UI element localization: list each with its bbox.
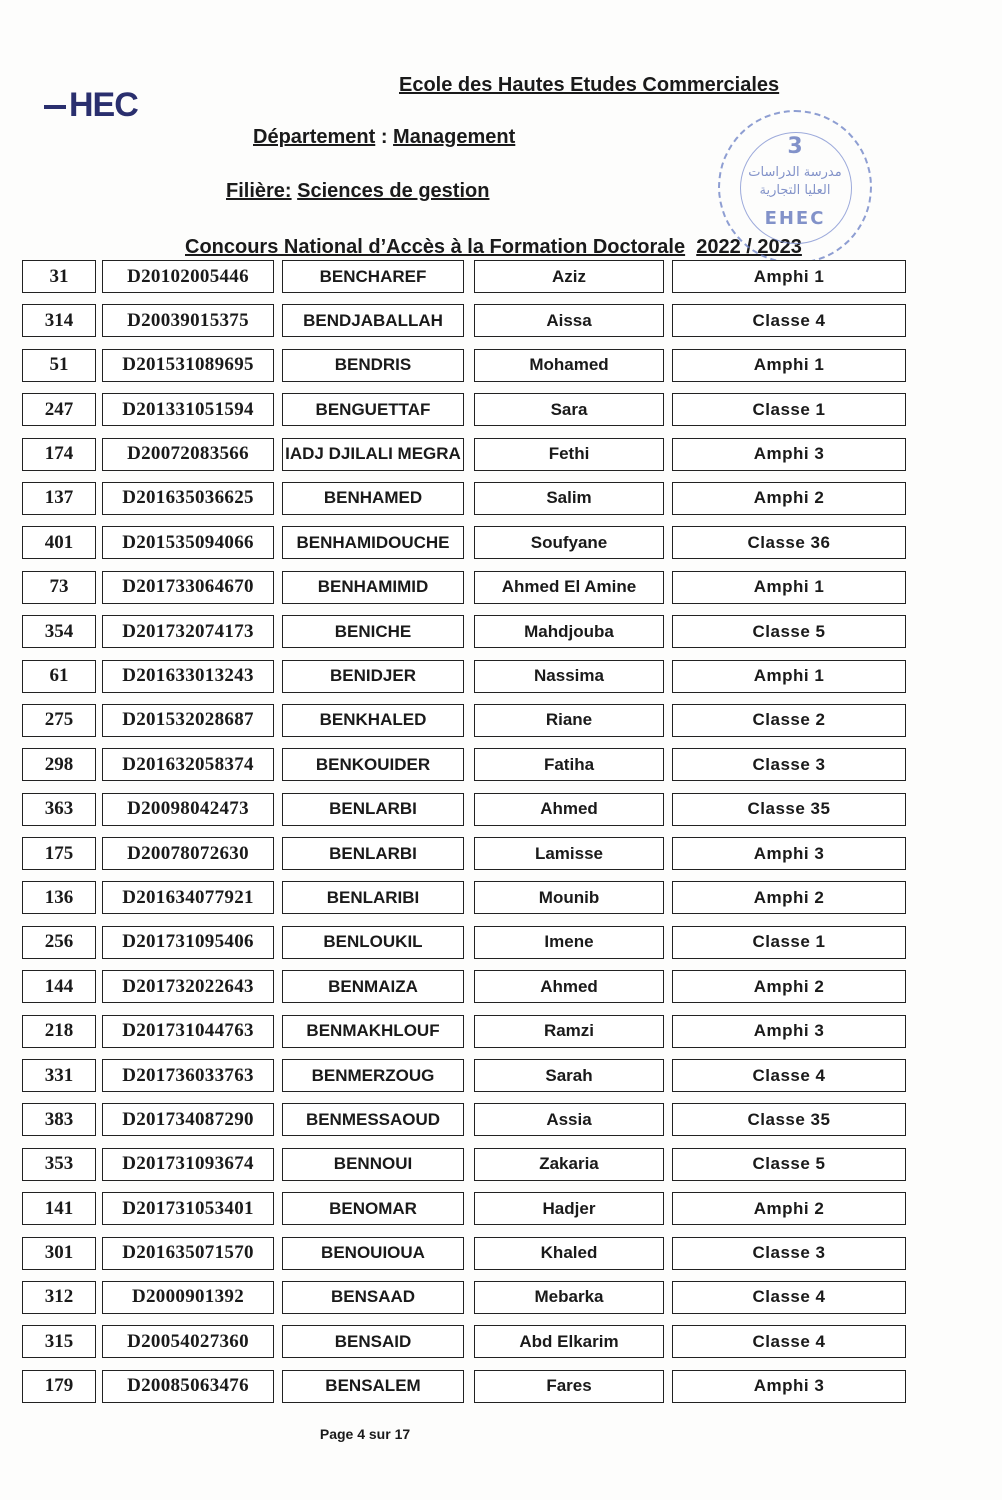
last-name: BENLARIBI bbox=[282, 881, 464, 914]
last-name: BENMAIZA bbox=[282, 970, 464, 1003]
last-name: BENHAMED bbox=[282, 482, 464, 515]
first-name: Ahmed bbox=[474, 793, 664, 826]
candidate-id: D201634077921 bbox=[102, 881, 274, 914]
room: Amphi 3 bbox=[672, 1370, 906, 1403]
row-number: 383 bbox=[22, 1103, 96, 1136]
candidate-id: D201535094066 bbox=[102, 526, 274, 559]
room: Amphi 2 bbox=[672, 1192, 906, 1225]
first-name: Hadjer bbox=[474, 1192, 664, 1225]
last-name: BENLARBI bbox=[282, 837, 464, 870]
candidate-id: D20054027360 bbox=[102, 1325, 274, 1358]
row-number: 354 bbox=[22, 615, 96, 648]
row-number: 331 bbox=[22, 1059, 96, 1092]
last-name: BENOUIOUA bbox=[282, 1237, 464, 1270]
first-name: Mohamed bbox=[474, 349, 664, 382]
last-name: IADJ DJILALI MEGRA bbox=[282, 438, 464, 471]
first-name: Sarah bbox=[474, 1059, 664, 1092]
table-row bbox=[10, 569, 920, 613]
last-name: BENLARBI bbox=[282, 793, 464, 826]
last-name: BENSALEM bbox=[282, 1370, 464, 1403]
last-name: BENOMAR bbox=[282, 1192, 464, 1225]
table-row bbox=[10, 658, 920, 702]
room: Classe 2 bbox=[672, 704, 906, 737]
last-name: BENMERZOUG bbox=[282, 1059, 464, 1092]
room: Amphi 2 bbox=[672, 482, 906, 515]
table-row bbox=[10, 347, 920, 391]
candidate-id: D201633013243 bbox=[102, 660, 274, 693]
candidate-id: D20078072630 bbox=[102, 837, 274, 870]
row-number: 175 bbox=[22, 837, 96, 870]
candidate-id: D2000901392 bbox=[102, 1281, 274, 1314]
last-name: BENICHE bbox=[282, 615, 464, 648]
first-name: Ramzi bbox=[474, 1015, 664, 1048]
last-name: BENDRIS bbox=[282, 349, 464, 382]
candidate-id: D201734087290 bbox=[102, 1103, 274, 1136]
table-row bbox=[10, 1368, 920, 1412]
candidate-id: D201531089695 bbox=[102, 349, 274, 382]
first-name: Fares bbox=[474, 1370, 664, 1403]
row-number: 61 bbox=[22, 660, 96, 693]
first-name: Mebarka bbox=[474, 1281, 664, 1314]
first-name: Salim bbox=[474, 482, 664, 515]
first-name: Mahdjouba bbox=[474, 615, 664, 648]
room: Amphi 2 bbox=[672, 970, 906, 1003]
room: Amphi 3 bbox=[672, 1015, 906, 1048]
last-name: BENGUETTAF bbox=[282, 393, 464, 426]
table-row bbox=[10, 924, 920, 968]
room: Classe 4 bbox=[672, 1325, 906, 1358]
last-name: BENHAMIDOUCHE bbox=[282, 526, 464, 559]
table-row bbox=[10, 524, 920, 568]
table-row bbox=[10, 702, 920, 746]
room: Amphi 3 bbox=[672, 438, 906, 471]
hec-logo: HEC bbox=[44, 86, 138, 125]
first-name: Aissa bbox=[474, 304, 664, 337]
table-row bbox=[10, 302, 920, 346]
room: Classe 5 bbox=[672, 1148, 906, 1181]
room: Classe 35 bbox=[672, 793, 906, 826]
candidate-id: D20085063476 bbox=[102, 1370, 274, 1403]
table-row bbox=[10, 258, 920, 302]
first-name: Fatiha bbox=[474, 748, 664, 781]
room: Classe 36 bbox=[672, 526, 906, 559]
room: Classe 3 bbox=[672, 748, 906, 781]
last-name: BENHAMIMID bbox=[282, 571, 464, 604]
candidate-id: D20098042473 bbox=[102, 793, 274, 826]
table-row bbox=[10, 835, 920, 879]
row-number: 247 bbox=[22, 393, 96, 426]
row-number: 174 bbox=[22, 438, 96, 471]
last-name: BENMAKHLOUF bbox=[282, 1015, 464, 1048]
candidate-id: D201532028687 bbox=[102, 704, 274, 737]
first-name: Assia bbox=[474, 1103, 664, 1136]
candidate-id: D201731095406 bbox=[102, 926, 274, 959]
candidate-id: D201635036625 bbox=[102, 482, 274, 515]
first-name: Aziz bbox=[474, 260, 664, 293]
row-number: 179 bbox=[22, 1370, 96, 1403]
table-row bbox=[10, 746, 920, 790]
room: Classe 5 bbox=[672, 615, 906, 648]
filiere-line: Filière: Sciences de gestion bbox=[226, 180, 490, 202]
candidate-id: D20039015375 bbox=[102, 304, 274, 337]
candidate-id: D201632058374 bbox=[102, 748, 274, 781]
row-number: 73 bbox=[22, 571, 96, 604]
room: Amphi 2 bbox=[672, 881, 906, 914]
table-row bbox=[10, 1057, 920, 1101]
table-row bbox=[10, 879, 920, 923]
first-name: Ahmed El Amine bbox=[474, 571, 664, 604]
room: Amphi 3 bbox=[672, 837, 906, 870]
row-number: 144 bbox=[22, 970, 96, 1003]
table-row bbox=[10, 1323, 920, 1367]
room: Classe 35 bbox=[672, 1103, 906, 1136]
room: Classe 3 bbox=[672, 1237, 906, 1270]
room: Amphi 1 bbox=[672, 349, 906, 382]
department-line: Département : Management bbox=[253, 126, 516, 148]
last-name: BENIDJER bbox=[282, 660, 464, 693]
room: Classe 4 bbox=[672, 1281, 906, 1314]
row-number: 315 bbox=[22, 1325, 96, 1358]
table-row bbox=[10, 391, 920, 435]
last-name: BENLOUKIL bbox=[282, 926, 464, 959]
last-name: BENKOUIDER bbox=[282, 748, 464, 781]
row-number: 401 bbox=[22, 526, 96, 559]
last-name: BENCHAREF bbox=[282, 260, 464, 293]
first-name: Mounib bbox=[474, 881, 664, 914]
table-row bbox=[10, 613, 920, 657]
last-name: BENSAID bbox=[282, 1325, 464, 1358]
row-number: 312 bbox=[22, 1281, 96, 1314]
page-footer: Page 4 sur 17 bbox=[319, 1426, 411, 1442]
candidate-id: D20102005446 bbox=[102, 260, 274, 293]
first-name: Abd Elkarim bbox=[474, 1325, 664, 1358]
table-row bbox=[10, 968, 920, 1012]
candidate-id: D201732022643 bbox=[102, 970, 274, 1003]
first-name: Nassima bbox=[474, 660, 664, 693]
room: Amphi 1 bbox=[672, 571, 906, 604]
room: Amphi 1 bbox=[672, 260, 906, 293]
first-name: Fethi bbox=[474, 438, 664, 471]
row-number: 136 bbox=[22, 881, 96, 914]
first-name: Lamisse bbox=[474, 837, 664, 870]
room: Amphi 1 bbox=[672, 660, 906, 693]
table-row bbox=[10, 1013, 920, 1057]
first-name: Zakaria bbox=[474, 1148, 664, 1181]
row-number: 141 bbox=[22, 1192, 96, 1225]
row-number: 353 bbox=[22, 1148, 96, 1181]
row-number: 31 bbox=[22, 260, 96, 293]
table-row bbox=[10, 791, 920, 835]
row-number: 301 bbox=[22, 1237, 96, 1270]
candidate-id: D201331051594 bbox=[102, 393, 274, 426]
candidate-id: D20072083566 bbox=[102, 438, 274, 471]
candidate-id: D201733064670 bbox=[102, 571, 274, 604]
first-name: Ahmed bbox=[474, 970, 664, 1003]
room: Classe 4 bbox=[672, 304, 906, 337]
first-name: Soufyane bbox=[474, 526, 664, 559]
room: Classe 1 bbox=[672, 926, 906, 959]
table-row bbox=[10, 1190, 920, 1234]
first-name: Sara bbox=[474, 393, 664, 426]
candidate-id: D201736033763 bbox=[102, 1059, 274, 1092]
row-number: 256 bbox=[22, 926, 96, 959]
candidate-id: D201731044763 bbox=[102, 1015, 274, 1048]
row-number: 275 bbox=[22, 704, 96, 737]
first-name: Imene bbox=[474, 926, 664, 959]
row-number: 314 bbox=[22, 304, 96, 337]
last-name: BENDJABALLAH bbox=[282, 304, 464, 337]
last-name: BENMESSAOUD bbox=[282, 1103, 464, 1136]
row-number: 363 bbox=[22, 793, 96, 826]
room: Classe 4 bbox=[672, 1059, 906, 1092]
last-name: BENSAAD bbox=[282, 1281, 464, 1314]
last-name: BENNOUI bbox=[282, 1148, 464, 1181]
candidate-id: D201732074173 bbox=[102, 615, 274, 648]
candidate-id: D201635071570 bbox=[102, 1237, 274, 1270]
official-stamp: 3 مدرسة الدراسات العليا التجارية EHEC bbox=[718, 110, 872, 264]
row-number: 137 bbox=[22, 482, 96, 515]
row-number: 218 bbox=[22, 1015, 96, 1048]
first-name: Riane bbox=[474, 704, 664, 737]
table-row bbox=[10, 1279, 920, 1323]
table-row bbox=[10, 1101, 920, 1145]
candidate-id: D201731053401 bbox=[102, 1192, 274, 1225]
first-name: Khaled bbox=[474, 1237, 664, 1270]
table-row bbox=[10, 1146, 920, 1190]
candidate-id: D201731093674 bbox=[102, 1148, 274, 1181]
last-name: BENKHALED bbox=[282, 704, 464, 737]
table-row bbox=[10, 480, 920, 524]
concours-title: Concours National d’Accès à la Formation Doctorale 2022 / 2023 bbox=[185, 236, 802, 258]
row-number: 298 bbox=[22, 748, 96, 781]
table-row bbox=[10, 1235, 920, 1279]
room: Classe 1 bbox=[672, 393, 906, 426]
table-row bbox=[10, 436, 920, 480]
row-number: 51 bbox=[22, 349, 96, 382]
candidates-table bbox=[10, 258, 920, 1412]
school-title: Ecole des Hautes Etudes Commerciales bbox=[399, 74, 780, 96]
